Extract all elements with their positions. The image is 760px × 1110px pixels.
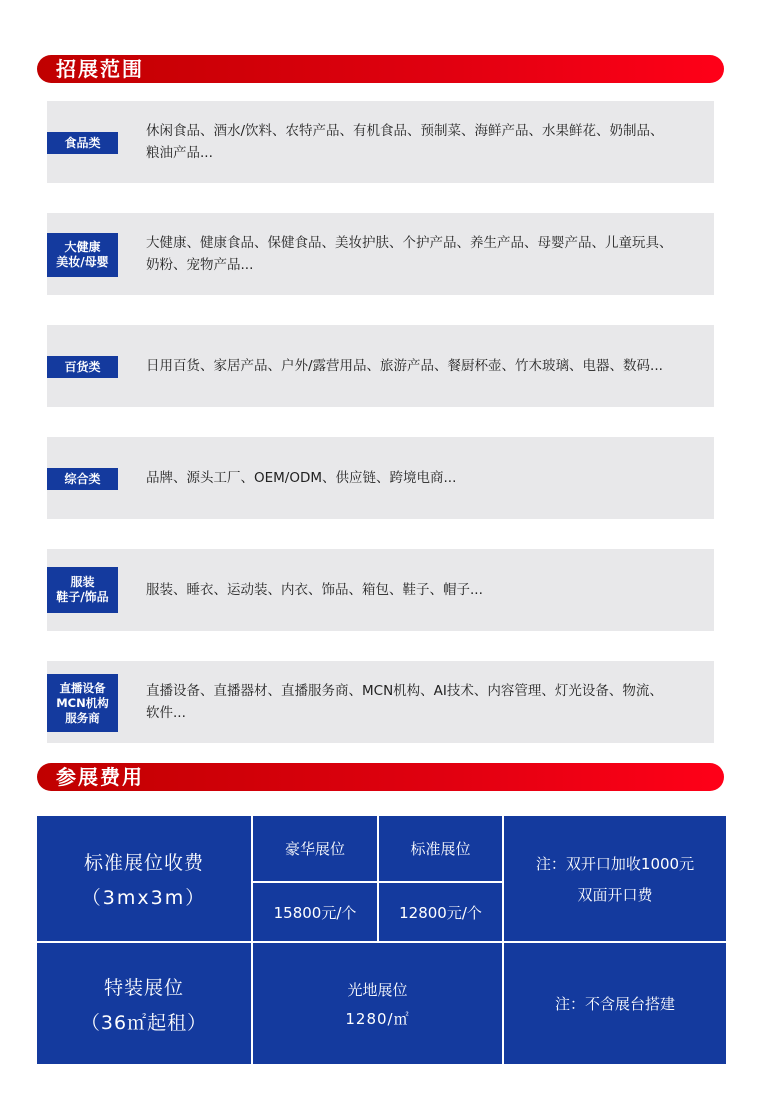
standard-price-cell xyxy=(379,883,502,941)
category-general-goods xyxy=(47,325,714,407)
fee-section-header xyxy=(37,763,724,791)
category-desc: 大健康、健康食品、保健食品、美妆护肤、个护产品、养生产品、母婴产品、儿童玩具、奶粉、宠物产品... xyxy=(146,235,673,273)
opening-fee-note-cell xyxy=(504,816,726,941)
luxury-price-cell xyxy=(253,883,377,941)
standard-booth-label: 标准展位 xyxy=(410,840,471,858)
category-tag: 百货类 xyxy=(47,356,118,378)
special-booth-title: 特装展位 xyxy=(103,976,184,999)
standard-booth-label-cell xyxy=(379,816,502,881)
raw-space-cell xyxy=(253,943,502,1064)
standard-booth-size: （3mx3m） xyxy=(81,886,207,909)
category-tag: 食品类 xyxy=(47,132,118,154)
construction-note-cell xyxy=(504,943,726,1064)
category-desc: 直播设备、直播器材、直播服务商、MCN机构、AI技术、内容管理、灯光设备、物流、软件... xyxy=(146,683,663,721)
opening-fee-note-line2: 双面开口费 xyxy=(577,885,653,904)
category-comprehensive xyxy=(47,437,714,519)
luxury-booth-label: 豪华展位 xyxy=(284,840,345,858)
fee-table xyxy=(37,816,726,1064)
raw-space-price: 1280/㎡ xyxy=(345,1009,410,1028)
special-booth-size: （36㎡起租） xyxy=(80,1011,208,1034)
standard-booth-title: 标准展位收费 xyxy=(83,851,204,874)
raw-space-label: 光地展位 xyxy=(347,980,408,999)
category-health xyxy=(47,213,714,295)
category-desc: 日用百货、家居产品、户外/露营用品、旅游产品、餐厨杯壶、竹木玻璃、电器、数码... xyxy=(146,358,663,374)
special-booth-cell xyxy=(37,943,251,1064)
category-livestream xyxy=(47,661,714,743)
category-food xyxy=(47,101,714,183)
category-desc: 品牌、源头工厂、OEM/ODM、供应链、跨境电商... xyxy=(146,470,457,486)
standard-price: 12800元/个 xyxy=(399,903,482,922)
opening-fee-note-line1: 注：双开口加收1000元 xyxy=(535,854,695,873)
category-tag: 服装 鞋子/饰品 xyxy=(47,567,118,613)
category-desc: 服装、睡衣、运动装、内衣、饰品、箱包、鞋子、帽子... xyxy=(146,582,483,598)
category-tag: 综合类 xyxy=(47,468,118,490)
category-tag: 大健康 美妆/母婴 xyxy=(47,233,118,277)
standard-booth-cell xyxy=(37,816,251,941)
luxury-price: 15800元/个 xyxy=(273,903,357,922)
category-tag: 直播设备 MCN机构 服务商 xyxy=(47,674,118,732)
fee-section-title: 参展费用 xyxy=(56,765,144,789)
scope-section-header xyxy=(37,55,724,83)
scope-section-title: 招展范围 xyxy=(56,57,144,81)
category-desc: 休闲食品、酒水/饮料、农特产品、有机食品、预制菜、海鲜产品、水果鲜花、奶制品、粮油产品... xyxy=(146,123,664,161)
category-apparel xyxy=(47,549,714,631)
luxury-booth-label-cell xyxy=(253,816,377,881)
construction-note: 注：不含展台搭建 xyxy=(554,995,675,1013)
